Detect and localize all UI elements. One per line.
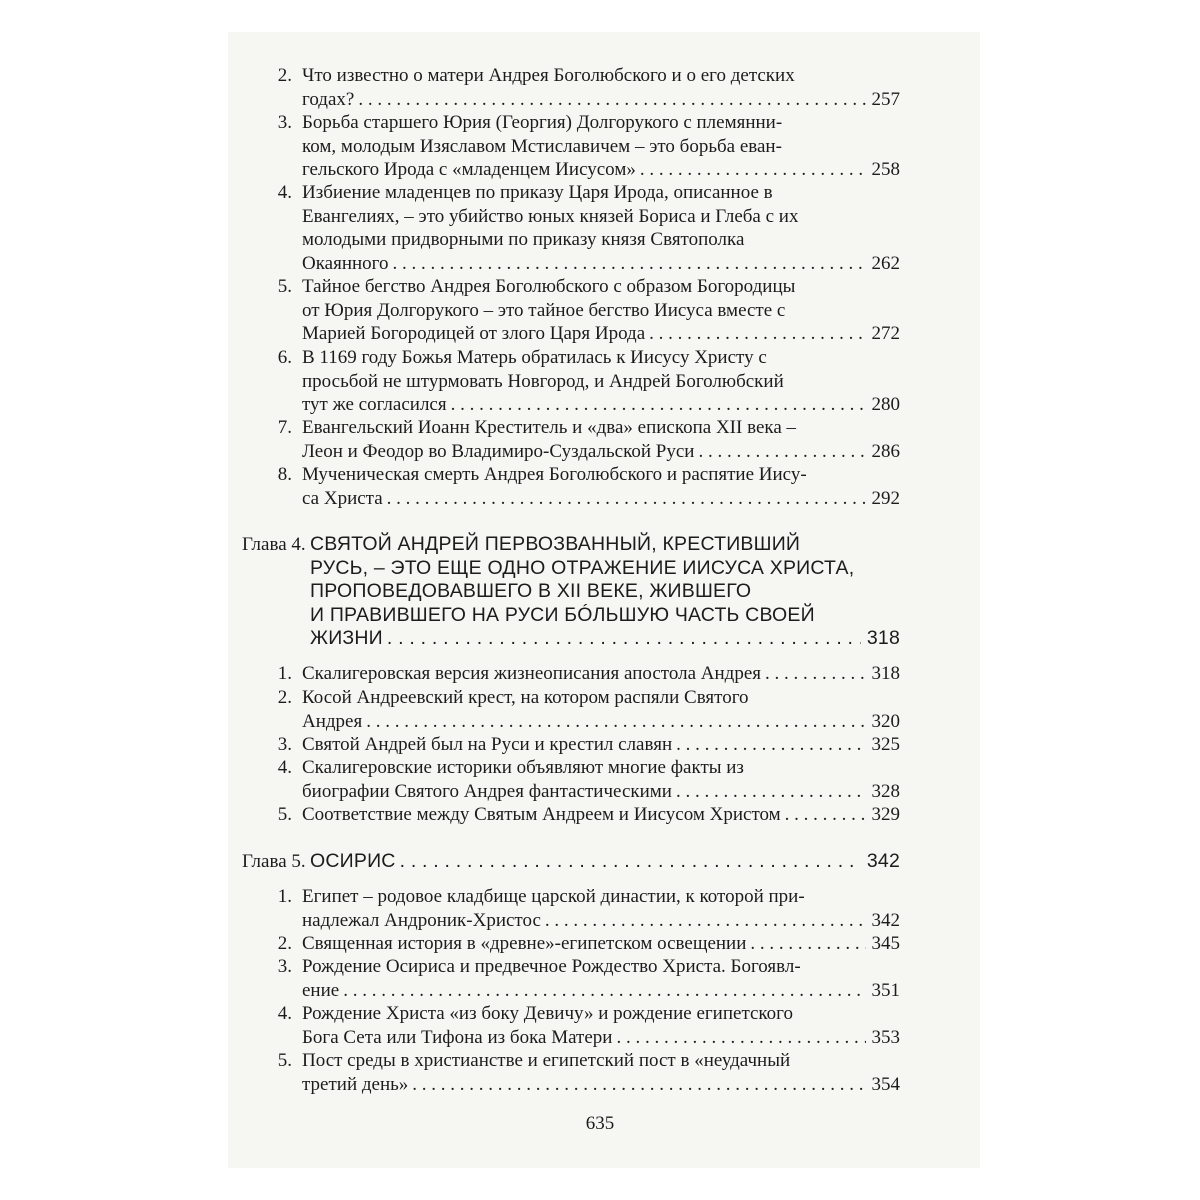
toc-entry[interactable]: [302, 932, 900, 956]
page-number: 635: [585, 1113, 615, 1134]
entry-line: [302, 955, 900, 979]
toc-entry[interactable]: [302, 346, 900, 417]
entry-number: 5.: [277, 1050, 292, 1071]
toc-entry[interactable]: [302, 181, 900, 275]
entry-line: [302, 803, 900, 827]
entry-line: [302, 463, 900, 487]
entry-text: Рождение Христа «из боку Девичу» и рождение египетского: [302, 1003, 793, 1024]
dot-leader: [640, 158, 866, 182]
entry-text: третий день»: [302, 1073, 409, 1095]
toc-entry[interactable]: [302, 1002, 900, 1049]
entry-line: [302, 322, 900, 346]
dot-leader: [676, 780, 866, 804]
entry-page-number: 325: [871, 734, 900, 755]
entry-line: [310, 850, 900, 874]
entry-page-number: 354: [871, 1073, 900, 1095]
entry-line: [302, 88, 900, 112]
entry-text: Рождение Осириса и предвечное Рождество Христа. Богоявл-: [302, 956, 801, 977]
entry-text: Борьба старшего Юрия (Георгия) Долгорукого с племянни-: [302, 112, 783, 133]
entry-text: ком, молодым Изяславом Мстиславичем – это борьба еван-: [302, 135, 782, 157]
entry-page-number: 353: [871, 1026, 900, 1048]
entry-line: [302, 440, 900, 464]
entry-page-number: 342: [871, 909, 900, 931]
entry-text: надлежал Андроник-Христос: [302, 909, 541, 931]
toc-entry[interactable]: [302, 463, 900, 510]
entry-text: Евангельский Иоанн Креститель и «два» епископа XII века –: [302, 417, 797, 438]
toc-entry[interactable]: [302, 733, 900, 757]
entry-line: [302, 487, 900, 511]
chapter-title[interactable]: [310, 850, 900, 874]
entry-line: [302, 1026, 900, 1050]
dot-leader: [343, 979, 865, 1003]
entry-page-number: 280: [871, 394, 900, 415]
entry-line: [302, 662, 900, 686]
entry-text: Египет – родовое кладбище царской династии, к которой при-: [302, 886, 805, 907]
entry-text: Скалигеровская версия жизнеописания апостола Андрея: [302, 663, 761, 684]
entry-text: Священная история в «древне»-египетском освещении: [302, 933, 747, 954]
entry-number: 3.: [277, 956, 292, 977]
entry-number: 3.: [277, 734, 292, 755]
entry-text: В 1169 году Божья Матерь обратилась к Иисусу Христу с: [302, 347, 767, 368]
entry-line: [302, 710, 900, 734]
entry-page-number: 320: [871, 710, 900, 732]
entry-text: ПРОПОВЕДОВАВШЕГО В XII ВЕКЕ, ЖИВШЕГО: [310, 580, 752, 602]
entry-text: Окаянного: [302, 252, 389, 274]
entry-line: [310, 557, 900, 581]
entry-text: Евангелиях, – это убийство юных князей Бориса и Глеба с их: [302, 205, 799, 227]
entry-line: [302, 64, 900, 88]
dot-leader: [387, 487, 866, 511]
dot-leader: [765, 662, 866, 686]
dot-leader: [412, 1073, 865, 1097]
entry-line: [302, 228, 900, 252]
entry-line: [302, 686, 900, 710]
dot-leader: [366, 710, 865, 734]
entry-text: РУСЬ, – ЭТО ЕЩЕ ОДНО ОТРАЖЕНИЕ ИИСУСА ХРИСТА,: [310, 556, 855, 579]
entry-line: [302, 370, 900, 394]
entry-text: от Юрия Долгорукого – это тайное бегство Иисуса вместе с: [302, 299, 786, 321]
toc-entry[interactable]: [302, 686, 900, 733]
entry-number: 3.: [277, 112, 292, 133]
entry-text: са Христа: [302, 487, 383, 509]
entry-line: [302, 1002, 900, 1026]
entry-page-number: 351: [871, 979, 900, 1001]
entry-number: 4.: [277, 182, 292, 203]
entry-text: ОСИРИС: [310, 850, 396, 872]
entry-page-number: 342: [866, 850, 900, 872]
entry-number: 4.: [277, 1003, 292, 1024]
entry-text: Святой Андрей был на Руси и крестил славян: [302, 734, 673, 755]
entry-page-number: 318: [866, 627, 900, 649]
entry-text: И ПРАВИВШЕГО НА РУСИ БÓЛЬШУЮ ЧАСТЬ СВОЕЙ: [310, 603, 815, 626]
entry-text: гельского Ирода с «младенцем Иисусом»: [302, 159, 636, 180]
entry-text: биографии Святого Андрея фантастическими: [302, 780, 672, 802]
entry-line: [302, 135, 900, 159]
toc-entry[interactable]: [302, 416, 900, 463]
entry-line: [310, 533, 900, 557]
toc-entry[interactable]: [302, 64, 900, 111]
entry-page-number: 272: [871, 323, 900, 344]
entry-line: [302, 1049, 900, 1073]
entry-line: [302, 158, 900, 182]
entry-text: тут же согласился: [302, 394, 447, 415]
entry-text: Леон и Феодор во Владимиро-Суздальской Руси: [302, 440, 695, 462]
entry-page-number: 258: [871, 159, 900, 180]
entry-text: просьбой не штурмовать Новгород, и Андрей Боголюбский: [302, 370, 784, 392]
dot-leader: [545, 909, 866, 933]
entry-line: [302, 181, 900, 205]
entry-page-number: 286: [871, 440, 900, 462]
entry-page-number: 318: [871, 663, 900, 684]
entry-text: Пост среды в христианстве и египетский пост в «неудачный: [302, 1050, 791, 1071]
toc-entry[interactable]: [302, 662, 900, 686]
entry-number: 1.: [277, 663, 292, 684]
entry-line: [310, 604, 900, 628]
entry-line: [302, 299, 900, 323]
dot-leader: [451, 393, 866, 417]
entry-line: [302, 275, 900, 299]
entry-line: [302, 346, 900, 370]
entry-number: 7.: [277, 417, 292, 438]
entry-text: Мученическая смерть Андрея Боголюбского и распятие Иису-: [302, 464, 807, 485]
entry-line: [302, 780, 900, 804]
dot-leader: [649, 322, 865, 346]
chapter-label: Глава 4.: [242, 534, 306, 555]
dot-leader: [393, 252, 866, 276]
dot-leader: [358, 88, 865, 112]
dot-leader: [616, 1026, 865, 1050]
toc-entry[interactable]: [302, 885, 900, 932]
entry-text: Что известно о матери Андрея Боголюбского и о его детских: [302, 65, 795, 86]
toc-entry[interactable]: [302, 756, 900, 803]
dot-leader: [785, 803, 866, 827]
entry-text: ение: [302, 979, 340, 1001]
toc-entry[interactable]: [302, 275, 900, 346]
entry-line: [302, 111, 900, 135]
entry-text: годах?: [302, 88, 355, 110]
entry-text: ЖИЗНИ: [310, 627, 383, 649]
entry-text: Андрея: [302, 710, 363, 732]
entry-number: 2.: [277, 65, 292, 86]
entry-line: [310, 627, 900, 651]
entry-number: 5.: [277, 804, 292, 825]
entry-line: [302, 1073, 900, 1097]
entry-line: [302, 932, 900, 956]
entry-text: Скалигеровские историки объявляют многие факты из: [302, 757, 744, 778]
entry-text: Избиение младенцев по приказу Царя Ирода, описанное в: [302, 182, 773, 203]
entry-page-number: 329: [871, 804, 900, 825]
entry-number: 4.: [277, 757, 292, 778]
entry-number: 6.: [277, 347, 292, 368]
entry-text: Косой Андреевский крест, на котором распяли Святого: [302, 687, 749, 708]
entry-line: [302, 909, 900, 933]
entry-line: [302, 979, 900, 1003]
entry-line: [302, 252, 900, 276]
entry-number: 2.: [277, 933, 292, 954]
entry-text: Соответствие между Святым Андреем и Иисусом Христом: [302, 804, 781, 825]
entry-line: [310, 580, 900, 604]
entry-number: 8.: [277, 464, 292, 485]
entry-line: [302, 733, 900, 757]
entry-text: СВЯТОЙ АНДРЕЙ ПЕРВОЗВАННЫЙ, КРЕСТИВШИЙ: [310, 533, 801, 555]
dot-leader: [387, 627, 861, 651]
entry-page-number: 262: [871, 252, 900, 274]
toc-entry[interactable]: [302, 803, 900, 827]
dot-leader: [676, 733, 865, 757]
entry-line: [302, 416, 900, 440]
entry-page-number: 345: [871, 933, 900, 954]
entry-page-number: 257: [871, 88, 900, 110]
entry-line: [302, 885, 900, 909]
dot-leader: [400, 850, 861, 874]
toc-entry[interactable]: [302, 111, 900, 182]
chapter-title[interactable]: [310, 533, 900, 651]
toc-entry[interactable]: [302, 955, 900, 1002]
dot-leader: [698, 440, 865, 464]
toc-entry[interactable]: [302, 1049, 900, 1096]
entry-text: Бога Сета или Тифона из бока Матери: [302, 1026, 613, 1048]
entry-page-number: 328: [871, 780, 900, 802]
entry-line: [302, 393, 900, 417]
entry-number: 5.: [277, 276, 292, 297]
entry-text: молодыми придворными по приказу князя Святополка: [302, 229, 745, 250]
entry-page-number: 292: [871, 487, 900, 509]
entry-line: [302, 205, 900, 229]
entry-text: Марией Богородицей от злого Царя Ирода: [302, 323, 646, 344]
entry-text: Тайное бегство Андрея Боголюбского с образом Богородицы: [302, 276, 796, 297]
dot-leader: [750, 932, 865, 956]
entry-number: 2.: [277, 687, 292, 708]
chapter-label: Глава 5.: [242, 851, 306, 872]
entry-number: 1.: [277, 886, 292, 907]
entry-line: [302, 756, 900, 780]
